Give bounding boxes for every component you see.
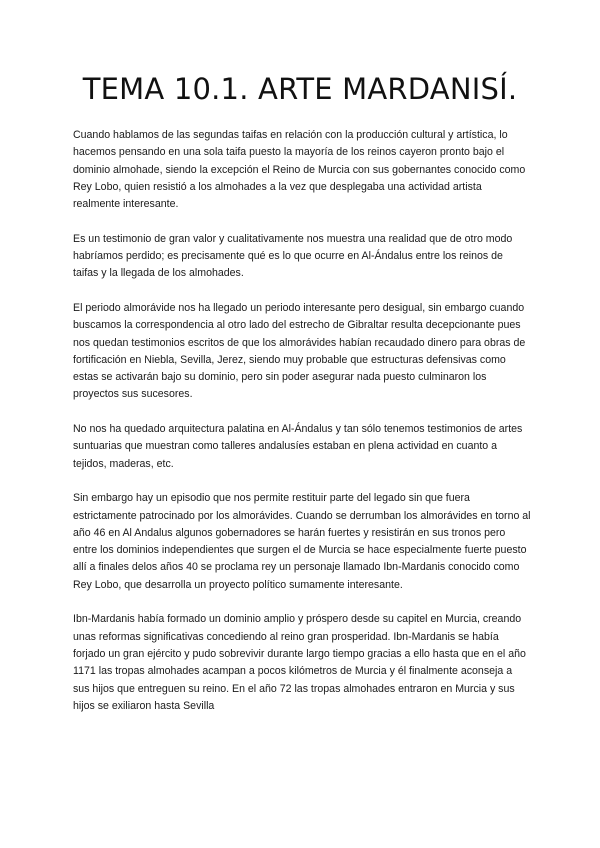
paragraph-2: Es un testimonio de gran valor y cualitativamente nos muestra una realidad que de otro modo habríamos perdido; es precisamente qué es lo que ocurre en Al-Ándalus entre los reinos de taifas y la llegada de los almohades. (73, 232, 513, 280)
paragraph-6: Ibn-Mardanis había formado un dominio amplio y próspero desde su capitel en Murcia, creando unas reformas significativas concediendo al reino gran prosperidad. Ibn-Mardanis se había forjado un gran ejército y pudo sobrevivir durante largo tiempo gracias a ello hasta que en el año 1171 las tropas almohades acampan a pocos kilómetros de Murcia y él finalmente aconseja a sus hijos que entreguen su reino. En el año 72 las tropas almohades entraron en Murcia y sus hijos se exiliaron hasta Sevilla (73, 613, 526, 712)
paragraph-4: No nos ha quedado arquitectura palatina en Al-Ándalus y tan sólo tenemos testimonios de artes suntuarias que muestran como talleres andalusíes estaban en plena actividad en cuanto a tejidos, maderas, etc. (73, 423, 523, 470)
paragraph-1: Cuando hablamos de las segundas taifas en relación con la producción cultural y artística, lo hacemos pensando en una sola taifa puesto la mayoría de los reinos cayeron pronto bajo el dominio almohade, siendo la excepción el Reino de Murcia con sus gobernantes conocido como Rey Lobo, quien resistió a los almohades a la vez que desplegaba una actividad artista realmente interesante. (73, 129, 526, 211)
paragraph-3: El periodo almorávide nos ha llegado un periodo interesante pero desigual, sin embargo cuando buscamos la correspondencia al otro lado del estrecho de Gibraltar resulta decepcionante pues nos quedan testimonios escritos de que los almorávides habían recaudado dinero para obras de fortificación en Niebla, Sevilla, Jerez, siendo muy probable que estructuras defensivas como estas se activarán bajo su dominio, pero sin poder asegurar nada puesto culminaron los proyectos sus sucesores. (73, 301, 526, 401)
document-body (73, 127, 531, 732)
page-title: TEMA 10.1. ARTE MARDANISÍ. (82, 72, 518, 106)
paragraph-5: Sin embargo hay un episodio que nos permite restituir parte del legado sin que fuera estrictamente patrocinado por los almorávides. Cuando se derrumban los almorávides en torno al año 46 en Al Andalus algunos gobernadores se harán fuertes y resistirán en sus tronos pero entre los dominios independientes que surgen el de Murcia se hace especialmente fuerte puesto allí a finales delos años 40 se proclama rey un personaje llamado Ibn-Mardanis conocido como Rey Lobo, que desarrolla un proyecto político sumamente interesante. (73, 492, 531, 591)
